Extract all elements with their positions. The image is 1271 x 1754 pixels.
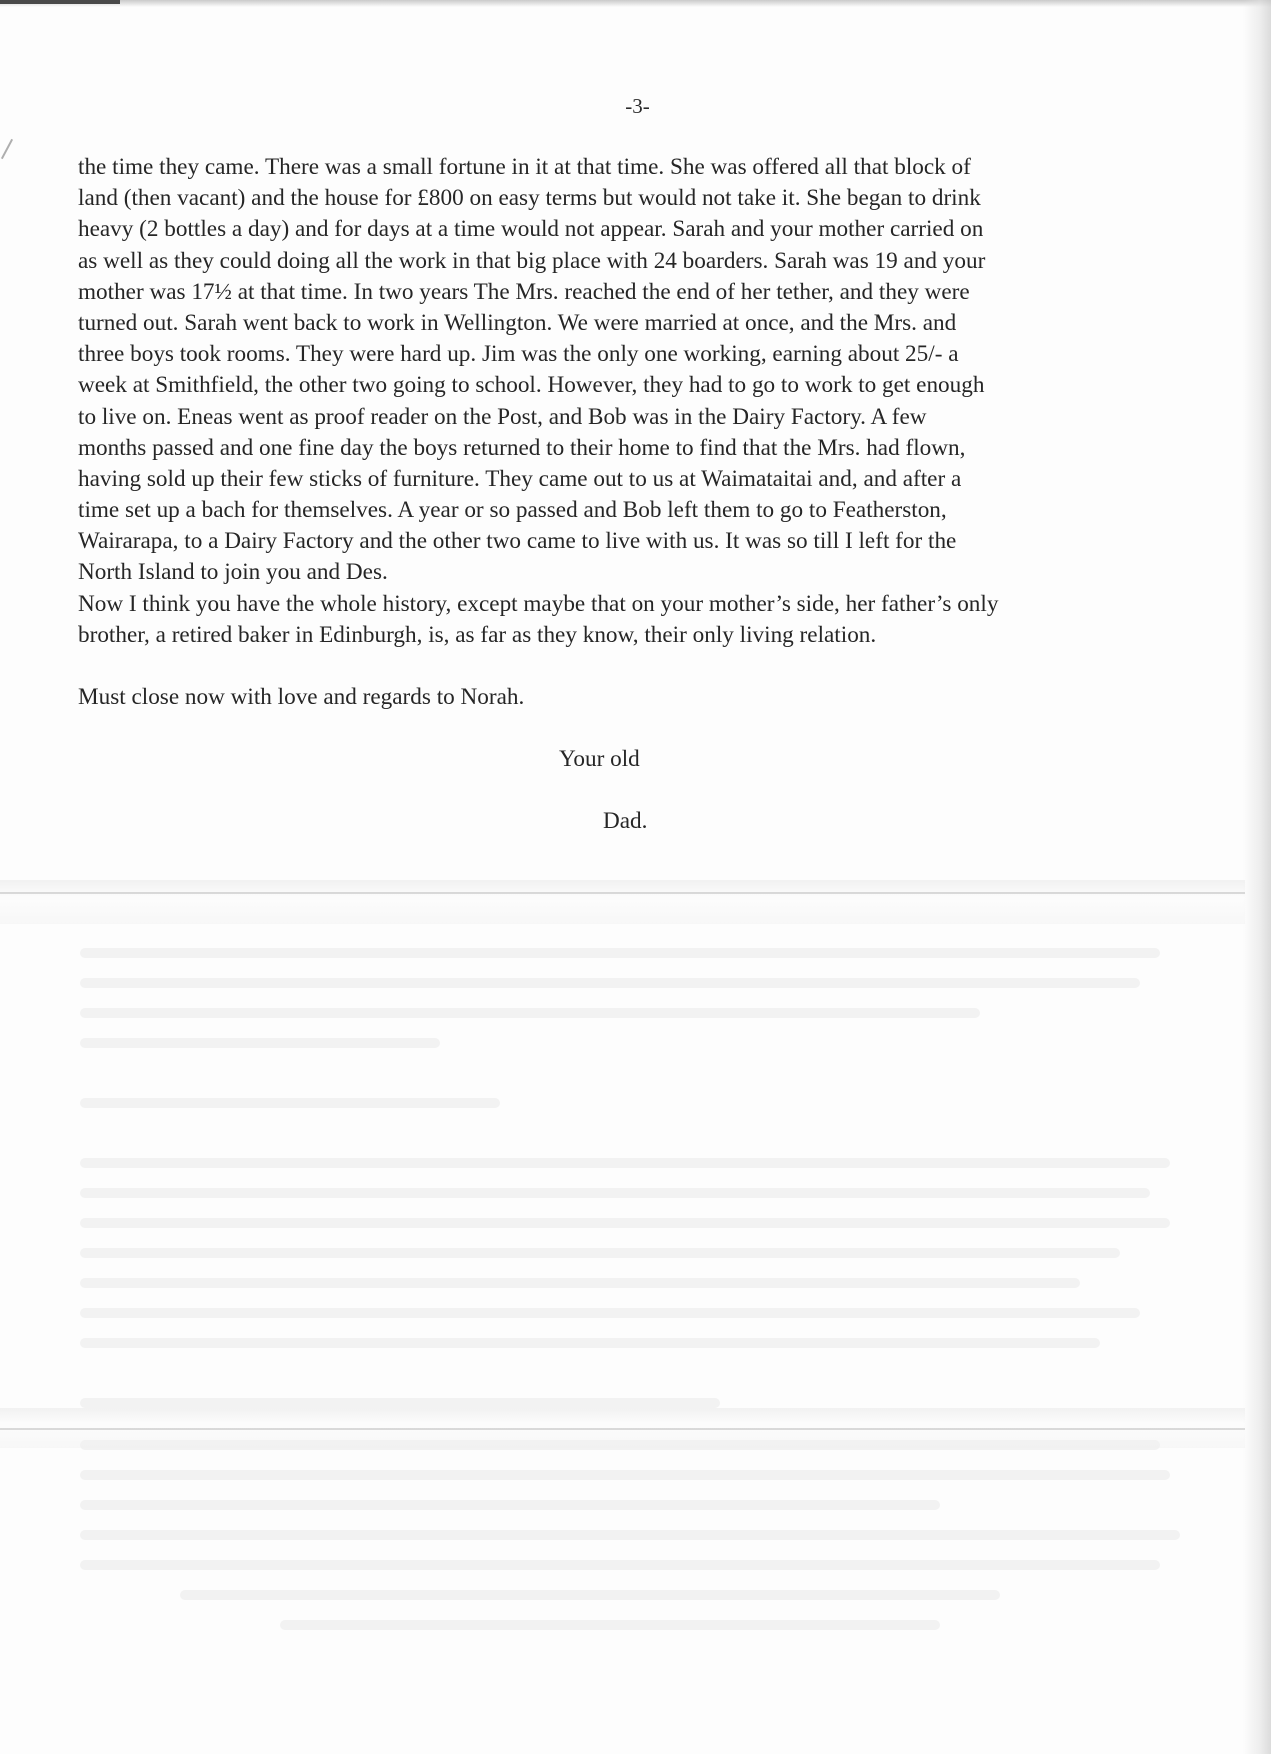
page-right-edge-shadow <box>1243 0 1271 1754</box>
body-line: North Island to join you and Des. <box>78 559 388 586</box>
bleed-through-line <box>80 948 1160 958</box>
body-line: as well as they could doing all the work in that big place with 24 boarders. Sarah was 19 and your <box>78 247 986 274</box>
paper-fold <box>0 892 1245 894</box>
body-line: mother was 17½ at that time. In two years The Mrs. reached the end of her tether, and they were <box>78 278 970 305</box>
paper-fold-band <box>0 880 1245 924</box>
page-top-edge <box>0 0 1271 7</box>
margin-mark <box>1 139 13 159</box>
bleed-through-line <box>80 1530 1180 1540</box>
bleed-through-line <box>80 1038 440 1048</box>
bleed-through-line <box>80 1500 940 1510</box>
bleed-through-line <box>80 1308 1140 1318</box>
body-line: land (then vacant) and the house for £800 on easy terms but would not take it. She began to drink <box>78 185 981 212</box>
bleed-through-line <box>80 1098 500 1108</box>
body-line: Now I think you have the whole history, except maybe that on your mother’s side, her father’s only <box>78 590 999 617</box>
closing-line: Must close now with love and regards to Norah. <box>78 684 525 710</box>
page-number: -3- <box>625 94 650 118</box>
body-line: months passed and one fine day the boys returned to their home to find that the Mrs. had flown, <box>78 434 966 461</box>
body-line: heavy (2 bottles a day) and for days at a time would not appear. Sarah and your mother carried on <box>78 216 984 243</box>
bleed-through-line <box>280 1620 940 1630</box>
bleed-through-line <box>80 1188 1150 1198</box>
body-line: week at Smithfield, the other two going to school. However, they had to go to work to get enough <box>78 372 985 399</box>
bleed-through-line <box>180 1590 1000 1600</box>
body-line: having sold up their few sticks of furniture. They came out to us at Waimataitai and, and after a <box>78 465 962 492</box>
body-line: brother, a retired baker in Edinburgh, is, as far as they know, their only living relation. <box>78 621 877 648</box>
page-top-edge-shadow <box>0 0 120 4</box>
bleed-through-line <box>80 1560 1160 1570</box>
body-line: to live on. Eneas went as proof reader on the Post, and Bob was in the Dairy Factory. A few <box>78 403 927 430</box>
bleed-through-line <box>80 1398 720 1408</box>
body-line: three boys took rooms. They were hard up. Jim was the only one working, earning about 25/- a <box>78 341 959 368</box>
bleed-through-line <box>80 1218 1170 1228</box>
bleed-through-line <box>80 1470 1170 1480</box>
bleed-through-line <box>80 978 1140 988</box>
body-line: turned out. Sarah went back to work in Wellington. We were married at once, and the Mrs. and <box>78 309 957 336</box>
letter-body <box>78 152 1200 651</box>
bleed-through-line <box>80 1248 1120 1258</box>
body-line: the time they came. There was a small fortune in it at that time. She was offered all that block of <box>78 154 971 180</box>
body-line: Wairarapa, to a Dairy Factory and the other two came to live with us. It was so till I left for the <box>78 528 957 555</box>
signoff-your-old: Your old <box>559 746 640 772</box>
body-line: time set up a bach for themselves. A year or so passed and Bob left them to go to Featherston, <box>78 497 947 524</box>
bleed-through-line <box>80 1338 1100 1348</box>
paper-fold <box>0 1428 1245 1430</box>
bleed-through-line <box>80 1278 1080 1288</box>
bleed-through-line <box>80 1158 1170 1168</box>
signoff-signature: Dad. <box>603 808 648 834</box>
bleed-through-line <box>80 1008 980 1018</box>
